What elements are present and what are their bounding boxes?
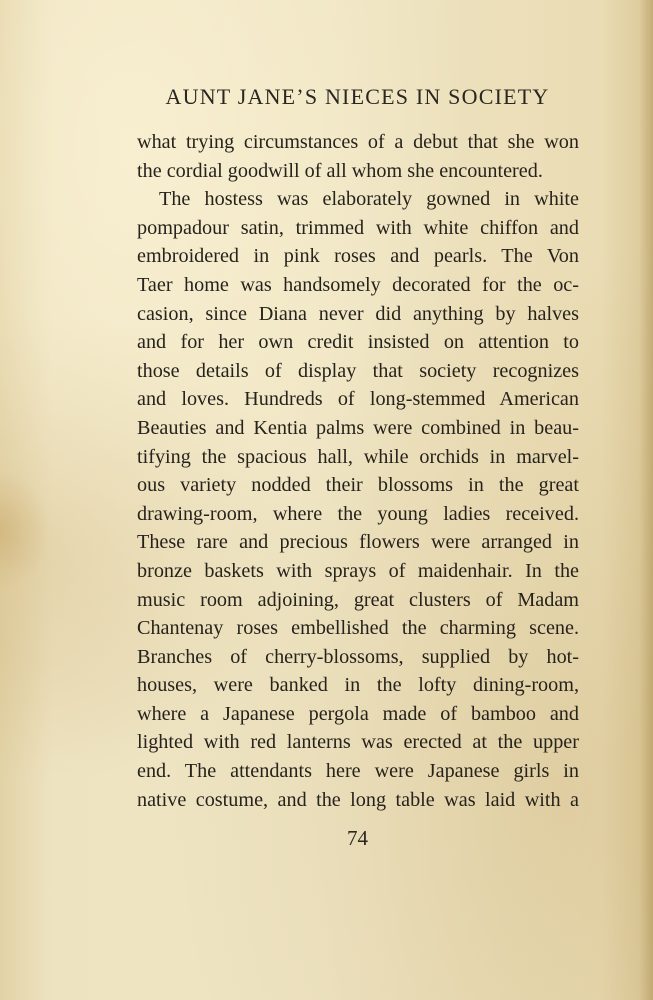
text-line: casion, since Diana never did anything by halves (137, 302, 579, 325)
text-line: music room adjoining, great clusters of Madam (137, 588, 579, 611)
page-number: 74 (347, 826, 368, 850)
text-line: Beauties and Kentia palms were combined in beau- (137, 416, 579, 439)
text-line: and loves. Hundreds of long-stemmed American (137, 388, 579, 411)
paper-stain (0, 470, 50, 590)
text-line: those details of display that society recognizes (137, 359, 579, 382)
text-line: bronze baskets with sprays of maidenhair. In the (137, 559, 579, 582)
text-line: and for her own credit insisted on attention to (137, 331, 579, 354)
text-line: The hostess was elaborately gowned in white (159, 188, 579, 211)
text-line: the cordial goodwill of all whom she encountered. (137, 159, 543, 182)
text-line: These rare and precious flowers were arranged in (137, 531, 579, 554)
text-line: Chantenay roses embellished the charming scene. (137, 617, 579, 640)
text-line: ous variety nodded their blossoms in the great (137, 474, 579, 497)
text-line: native costume, and the long table was laid with a (137, 788, 579, 811)
text-line: embroidered in pink roses and pearls. The Von (137, 245, 579, 268)
text-line: tifying the spacious hall, while orchids in marvel- (137, 445, 579, 468)
running-head: AUNT JANE’S NIECES IN SOCIETY (165, 84, 550, 109)
text-line: houses, were banked in the lofty dining-room, (137, 674, 579, 697)
text-line: drawing-room, where the young ladies received. (137, 502, 579, 525)
text-line: lighted with red lanterns was erected at the upper (137, 731, 579, 754)
body-text (137, 128, 579, 814)
text-line: Branches of cherry-blossoms, supplied by hot- (137, 645, 579, 668)
text-line: pompadour satin, trimmed with white chiffon and (137, 216, 579, 239)
text-line: end. The attendants here were Japanese girls in (137, 760, 579, 783)
text-line: where a Japanese pergola made of bamboo and (137, 702, 579, 725)
text-line: what trying circumstances of a debut that she won (137, 131, 579, 153)
text-line: Taer home was handsomely decorated for the oc- (137, 273, 579, 296)
